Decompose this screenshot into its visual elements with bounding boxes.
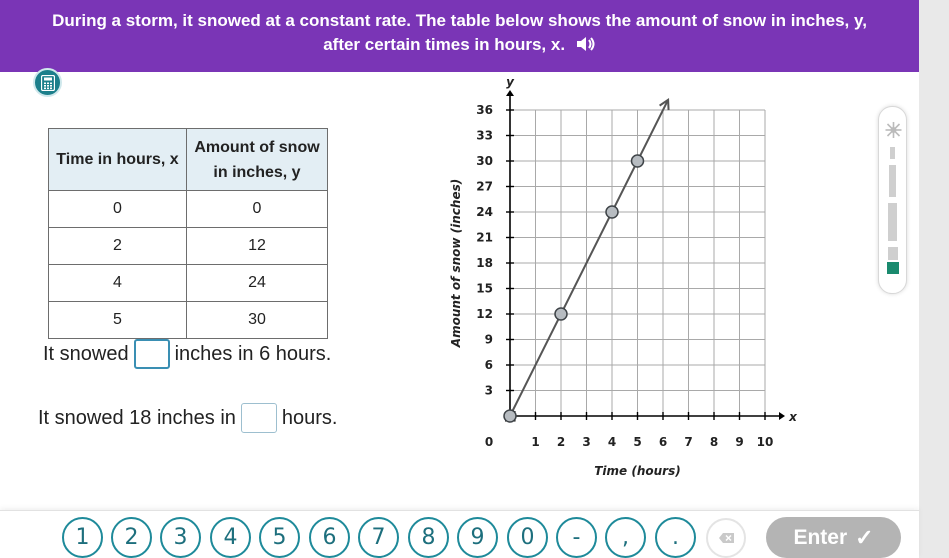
table-row — [49, 191, 328, 228]
palette-bar-2[interactable] — [889, 165, 896, 197]
key-comma[interactable]: , — [605, 517, 646, 558]
question-1 — [43, 339, 331, 369]
backspace-button[interactable] — [705, 517, 746, 558]
table-row — [49, 302, 328, 339]
checkmark-icon: ✓ — [855, 524, 874, 550]
answer-keypad — [0, 510, 919, 558]
y-tick-label: 30 — [476, 154, 493, 168]
key-1[interactable]: 1 — [62, 517, 103, 558]
enter-label: Enter — [793, 525, 848, 549]
key-7[interactable]: 7 — [358, 517, 399, 558]
y-tick-label: 33 — [476, 128, 493, 143]
y-tick-label: 24 — [476, 205, 493, 219]
x-tick-label: 3 — [582, 435, 591, 449]
x-tick-label: 4 — [607, 435, 617, 449]
x-tick-label: 10 — [756, 435, 774, 449]
axes — [505, 90, 785, 421]
header-line-2: after certain times in hours, x. — [323, 35, 566, 54]
data-point — [504, 410, 516, 422]
data-point — [632, 155, 644, 167]
cell-snow: 12 — [187, 228, 328, 265]
y-tick-label: 9 — [484, 332, 493, 347]
y-axis-name: y — [506, 76, 514, 89]
snow-line — [510, 100, 668, 416]
y-tick-label: 27 — [476, 179, 493, 194]
question-1-after: inches in 6 hours. — [174, 342, 332, 365]
y-tick-label: 12 — [476, 307, 493, 321]
y-tick-label: 18 — [476, 256, 493, 270]
question-2-before: It snowed 18 inches in — [38, 406, 236, 429]
y-tick-label: 6 — [484, 358, 493, 372]
data-table — [48, 128, 328, 339]
origin-label: 0 — [484, 435, 494, 449]
tool-palette — [878, 106, 907, 294]
key-decimal[interactable]: . — [655, 517, 696, 558]
x-tick-label: 8 — [709, 435, 719, 449]
data-point — [555, 308, 567, 320]
header-line-2-wrap — [0, 33, 919, 57]
y-axis-arrow — [506, 90, 514, 96]
table-row — [49, 228, 328, 265]
table-row — [49, 265, 328, 302]
answer-input-2[interactable] — [241, 403, 277, 433]
palette-bar-3[interactable] — [888, 203, 897, 241]
key-8[interactable]: 8 — [408, 517, 449, 558]
cell-snow: 0 — [187, 191, 328, 228]
data-point — [606, 206, 618, 218]
enter-button[interactable] — [766, 517, 901, 558]
key-2[interactable]: 2 — [111, 517, 152, 558]
palette-selected-swatch[interactable] — [887, 262, 899, 274]
header-time: Time in hours, x — [49, 129, 187, 191]
key-minus[interactable]: - — [556, 517, 597, 558]
key-5[interactable]: 5 — [259, 517, 300, 558]
question-header — [0, 0, 919, 72]
data-line — [510, 100, 669, 416]
cell-time: 2 — [49, 228, 187, 265]
question-1-before: It snowed — [43, 342, 129, 365]
x-tick-label: 7 — [684, 435, 693, 449]
backspace-icon — [706, 518, 746, 558]
x-tick-label: 9 — [735, 435, 744, 449]
cell-snow: 24 — [187, 265, 328, 302]
palette-bar-4[interactable] — [888, 247, 898, 260]
cell-snow: 30 — [187, 302, 328, 339]
y-tick-label: 21 — [476, 230, 493, 245]
y-axis-label: Amount of snow (inches) — [449, 178, 463, 348]
tick-labels — [476, 103, 773, 449]
x-axis-name: x — [789, 410, 797, 424]
sparkle-icon[interactable] — [886, 122, 902, 138]
cell-time: 0 — [49, 191, 187, 228]
header-snow: Amount of snow in inches, y — [187, 129, 328, 191]
speaker-icon[interactable] — [576, 36, 596, 52]
y-tick-label: 3 — [484, 383, 493, 398]
key-4[interactable]: 4 — [210, 517, 251, 558]
cell-time: 4 — [49, 265, 187, 302]
palette-bar-1[interactable] — [890, 147, 895, 159]
cell-time: 5 — [49, 302, 187, 339]
snow-graph — [440, 76, 810, 486]
x-tick-label: 1 — [531, 435, 540, 449]
key-6[interactable]: 6 — [309, 517, 350, 558]
y-tick-label: 15 — [476, 281, 493, 296]
calculator-icon — [41, 75, 55, 91]
palette-tools — [879, 107, 908, 295]
question-2 — [38, 403, 338, 433]
x-axis-arrow — [779, 412, 785, 420]
question-2-after: hours. — [281, 406, 338, 429]
scrollbar[interactable] — [919, 0, 949, 558]
x-tick-label: 2 — [556, 435, 566, 449]
header-line-1: During a storm, it snowed at a constant rate. The table below shows the amount of snow in inches, y, — [52, 11, 867, 30]
key-0[interactable]: 0 — [507, 517, 548, 558]
answer-input-1[interactable] — [134, 339, 170, 369]
y-tick-label: 36 — [476, 103, 493, 117]
x-axis-label: Time (hours) — [594, 464, 681, 478]
calculator-button[interactable] — [33, 68, 62, 97]
key-3[interactable]: 3 — [160, 517, 201, 558]
table-header-row — [49, 129, 328, 191]
key-9[interactable]: 9 — [457, 517, 498, 558]
x-tick-label: 5 — [633, 435, 642, 449]
x-tick-label: 6 — [658, 435, 668, 449]
